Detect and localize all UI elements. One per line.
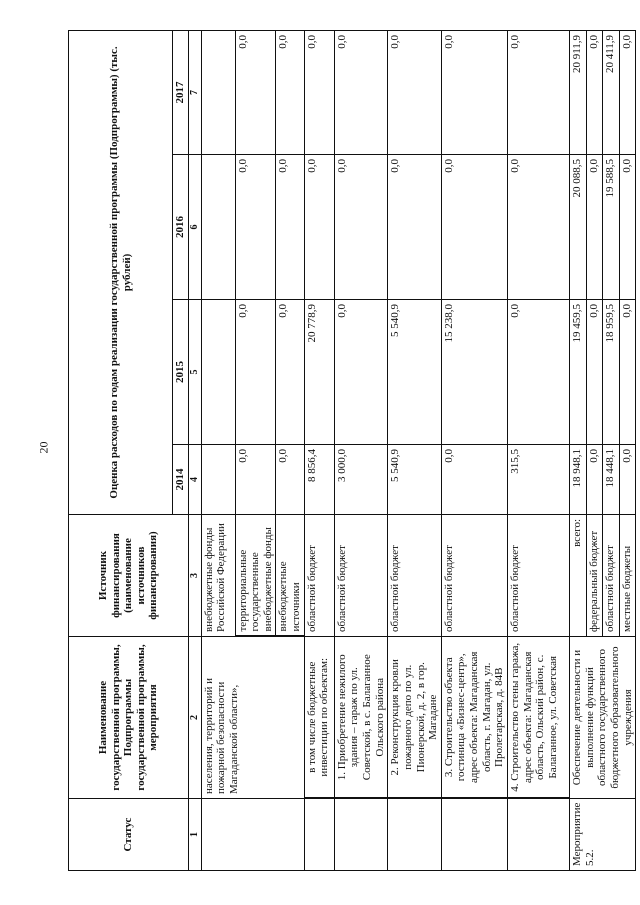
value-cell: 18 948,1 bbox=[570, 445, 587, 515]
funding-source: областной бюджет bbox=[508, 515, 570, 637]
value-cell: 0,0 bbox=[276, 155, 304, 300]
column-number: 5 bbox=[189, 300, 202, 445]
funding-source: федеральный бюджет bbox=[586, 515, 603, 637]
rotated-table-container bbox=[68, 31, 634, 871]
value-cell: 0,0 bbox=[619, 445, 636, 515]
funding-source: территориальные государственные внебюджетные фонды bbox=[235, 515, 276, 637]
value-cell bbox=[201, 445, 235, 515]
value-cell bbox=[201, 155, 235, 300]
value-cell: 20 911,9 bbox=[570, 30, 587, 154]
column-number: 6 bbox=[189, 155, 202, 300]
value-cell bbox=[201, 30, 235, 154]
value-cell: 0,0 bbox=[235, 445, 276, 515]
value-cell: 0,0 bbox=[235, 30, 276, 154]
value-cell: 0,0 bbox=[304, 30, 334, 154]
value-cell: 0,0 bbox=[586, 300, 603, 445]
funding-source: внебюджетные источники bbox=[276, 515, 304, 637]
value-cell: 0,0 bbox=[619, 155, 636, 300]
value-cell: 0,0 bbox=[276, 445, 304, 515]
value-cell: 0,0 bbox=[508, 300, 570, 445]
header-source: Источник финансирования (наименование источников финансирования) bbox=[69, 515, 189, 637]
funding-source: областной бюджет bbox=[441, 515, 507, 637]
value-cell: 0,0 bbox=[334, 155, 388, 300]
value-cell: 8 856,4 bbox=[304, 445, 334, 515]
value-cell bbox=[201, 300, 235, 445]
value-cell: 0,0 bbox=[235, 300, 276, 445]
status-cell bbox=[441, 799, 507, 871]
page-number: 20 bbox=[36, 441, 51, 454]
column-number: 3 bbox=[189, 515, 202, 637]
header-estimate: Оценка расходов по годам реализации государственной программы (Подпрограммы) (тыс. рублей) bbox=[69, 30, 173, 514]
value-cell: 20 778,9 bbox=[304, 300, 334, 445]
value-cell: 0,0 bbox=[441, 445, 507, 515]
status-cell bbox=[304, 799, 334, 871]
value-cell: 3 000,0 bbox=[334, 445, 388, 515]
value-cell: 315,5 bbox=[508, 445, 570, 515]
funding-source: областной бюджет bbox=[603, 515, 620, 637]
program-name: населения, территорий и пожарной безопасности Магаданской области», bbox=[201, 637, 304, 799]
value-cell: 0,0 bbox=[334, 300, 388, 445]
value-cell: 19 588,5 bbox=[603, 155, 620, 300]
status-cell bbox=[201, 799, 304, 871]
value-cell: 0,0 bbox=[235, 155, 276, 300]
header-year: 2015 bbox=[173, 300, 189, 445]
value-cell: 0,0 bbox=[586, 155, 603, 300]
value-cell: 0,0 bbox=[441, 30, 507, 154]
funding-source: областной бюджет bbox=[388, 515, 442, 637]
investment-name: 3. Строительство объекта гостиница «Бизнес-центр», адрес объекта: Магаданская область, г. Магадан, ул. Пролетарская, д. 84В bbox=[441, 637, 507, 799]
header-year: 2017 bbox=[173, 30, 189, 154]
value-cell: 20 088,5 bbox=[570, 155, 587, 300]
value-cell: 0,0 bbox=[276, 300, 304, 445]
value-cell: 0,0 bbox=[304, 155, 334, 300]
funding-source: областной бюджет bbox=[334, 515, 388, 637]
status-cell bbox=[334, 799, 388, 871]
value-cell: 0,0 bbox=[586, 30, 603, 154]
value-cell: 0,0 bbox=[388, 155, 442, 300]
value-cell: 0,0 bbox=[388, 30, 442, 154]
value-cell: 0,0 bbox=[619, 30, 636, 154]
measure-status: Мероприятие 5.2. bbox=[570, 799, 636, 871]
investment-name: в том числе бюджетные инвестиции по объектам: bbox=[304, 637, 334, 799]
value-cell: 0,0 bbox=[441, 155, 507, 300]
investment-name: 2. Реконструкция кровли пожарного депо по ул. Пионерской, д. 2, в гор. Магадане bbox=[388, 637, 442, 799]
value-cell: 0,0 bbox=[619, 300, 636, 445]
column-number: 2 bbox=[189, 637, 202, 799]
value-cell: 15 238,0 bbox=[441, 300, 507, 445]
budget-table bbox=[68, 30, 636, 871]
header-name: Наименование государственной программы, Подпрограммы государственной программы, мероприятия bbox=[69, 637, 189, 799]
value-cell: 5 540,9 bbox=[388, 300, 442, 445]
header-year: 2016 bbox=[173, 155, 189, 300]
value-cell: 18 448,1 bbox=[603, 445, 620, 515]
funding-source: областной бюджет bbox=[304, 515, 334, 637]
funding-source: всего: bbox=[570, 515, 587, 637]
investment-name: 4. Строительство стены гаража, адрес объекта: Магаданская область, Ольский район, с. Балаганное, ул. Советская bbox=[508, 637, 570, 799]
funding-source: внебюджетные фонды Российской Федерации bbox=[201, 515, 235, 637]
header-year: 2014 bbox=[173, 445, 189, 515]
investment-name: 1. Приобретение нежилого здания – гараж по ул. Советской, в с. Балаганное Ольского района bbox=[334, 637, 388, 799]
value-cell: 20 411,9 bbox=[603, 30, 620, 154]
funding-source: местные бюджеты bbox=[619, 515, 636, 637]
value-cell: 0,0 bbox=[508, 30, 570, 154]
status-cell bbox=[388, 799, 442, 871]
value-cell: 0,0 bbox=[276, 30, 304, 154]
value-cell: 0,0 bbox=[586, 445, 603, 515]
value-cell: 5 540,9 bbox=[388, 445, 442, 515]
column-number: 7 bbox=[189, 30, 202, 154]
column-number: 4 bbox=[189, 445, 202, 515]
column-number: 1 bbox=[189, 799, 202, 871]
header-status: Статус bbox=[69, 799, 189, 871]
value-cell: 0,0 bbox=[334, 30, 388, 154]
measure-name: Обеспечение деятельности и выполнение функций областного государственного бюджетного образовательного учреждения bbox=[570, 637, 636, 799]
value-cell: 18 959,5 bbox=[603, 300, 620, 445]
value-cell: 0,0 bbox=[508, 155, 570, 300]
value-cell: 19 459,5 bbox=[570, 300, 587, 445]
status-cell bbox=[508, 799, 570, 871]
